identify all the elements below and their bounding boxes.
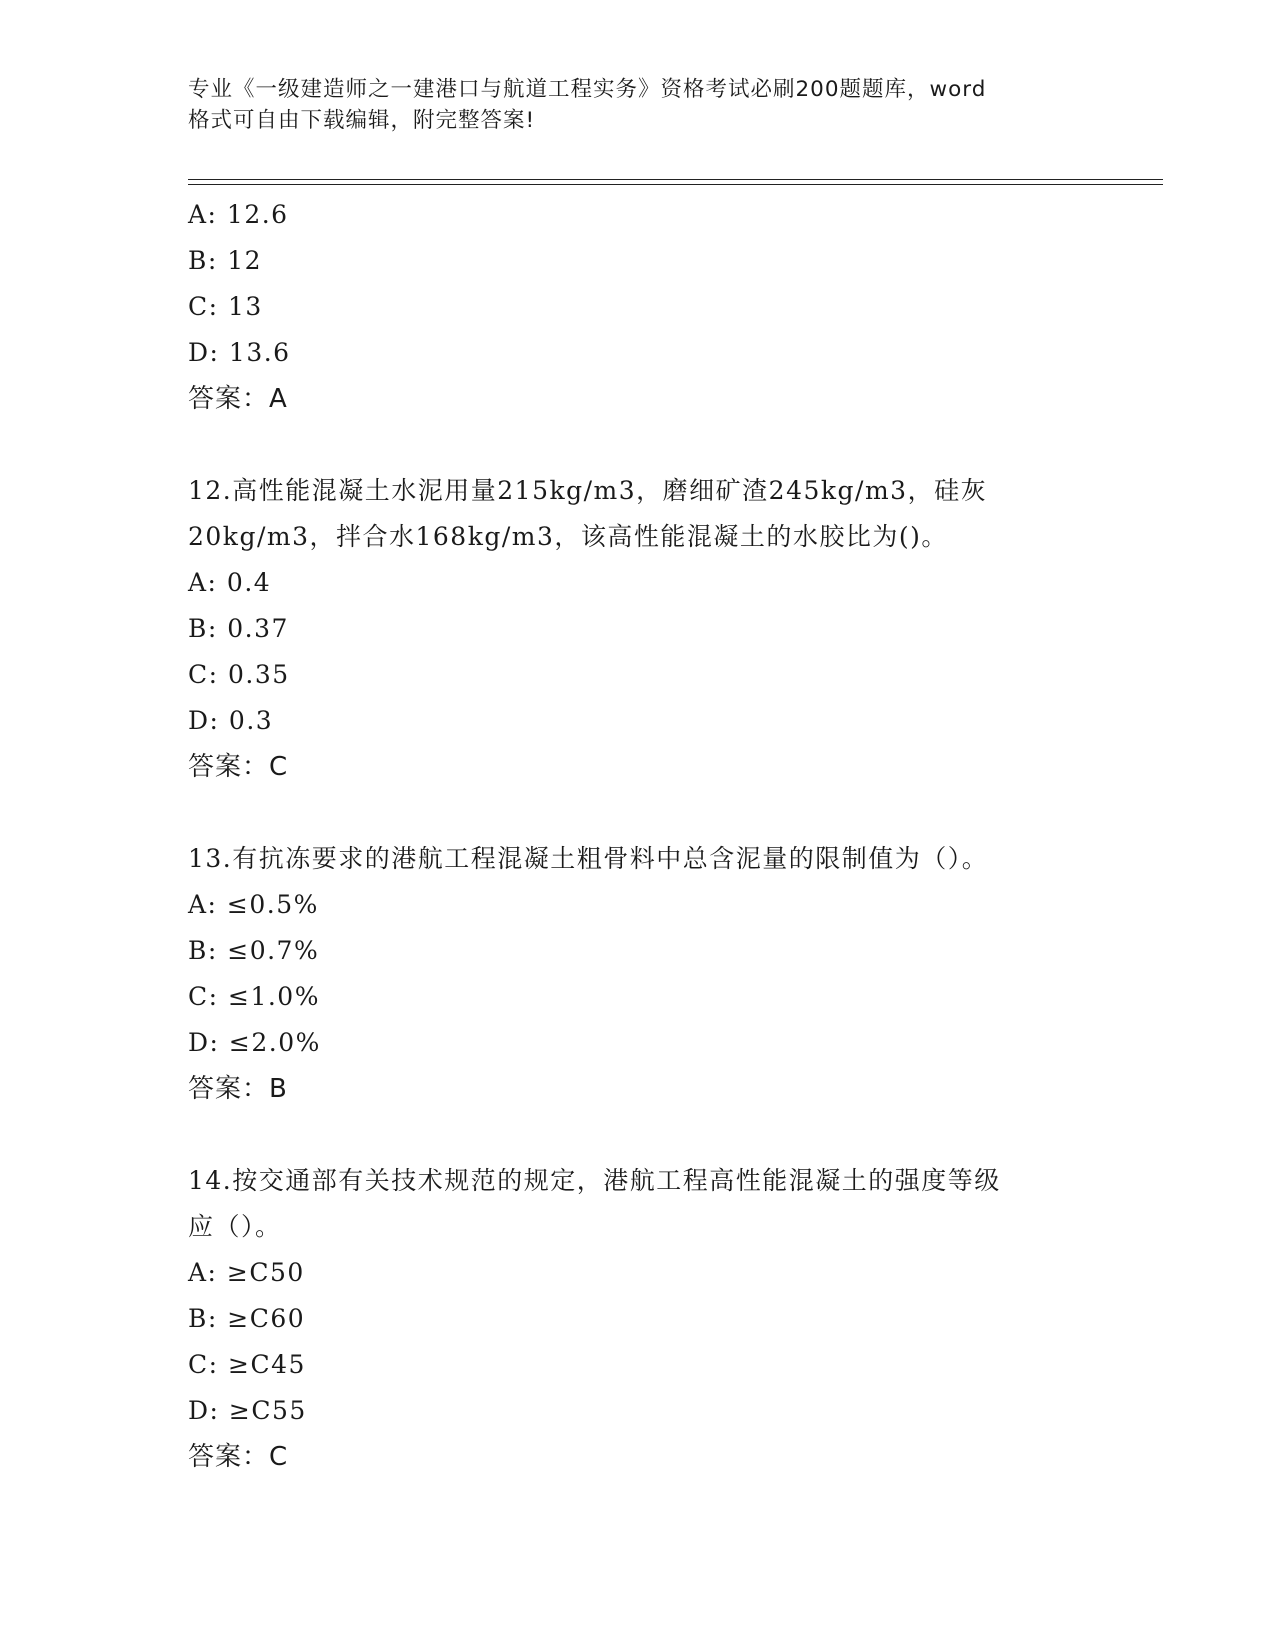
question-stem: 12.高性能混凝土水泥用量215kg/m3，磨细矿渣245kg/m3，硅灰: [188, 476, 988, 505]
question-list: [188, 192, 1168, 1480]
answer: 答案：C: [188, 1442, 289, 1472]
document-header: [188, 74, 1088, 136]
question-13: [188, 836, 1168, 1112]
option-a: A: 12.6: [188, 200, 289, 229]
option-d: D: ≥C55: [188, 1396, 307, 1425]
option-a: A: ≤0.5%: [188, 890, 319, 919]
option-b: B: 0.37: [188, 614, 289, 643]
question-stem: 13.有抗冻要求的港航工程混凝土粗骨料中总含泥量的限制值为（）。: [188, 844, 989, 873]
option-b: B: ≤0.7%: [188, 936, 320, 965]
option-d: D: 0.3: [188, 706, 274, 735]
spacer: [188, 422, 1168, 468]
option-b: B: ≥C60: [188, 1304, 306, 1333]
answer: 答案：B: [188, 1074, 288, 1104]
option-c: C: 13: [188, 292, 263, 321]
header-title-line-1: 专业《一级建造师之一建港口与航道工程实务》资格考试必刷200题题库，word: [188, 77, 987, 102]
spacer: [188, 790, 1168, 836]
option-c: C: ≤1.0%: [188, 982, 320, 1011]
header-title-line-2: 格式可自由下载编辑，附完整答案!: [188, 108, 536, 133]
option-d: D: ≤2.0%: [188, 1028, 321, 1057]
option-a: A: 0.4: [188, 568, 272, 597]
option-b: B: 12: [188, 246, 263, 275]
question-stem-continued: 应（）。: [188, 1212, 282, 1241]
option-c: C: ≥C45: [188, 1350, 306, 1379]
answer: 答案：A: [188, 384, 288, 414]
question-stem: 14.按交通部有关技术规范的规定，港航工程高性能混凝土的强度等级: [188, 1166, 1001, 1195]
option-c: C: 0.35: [188, 660, 290, 689]
header-divider-bottom: [188, 184, 1163, 185]
question-14: [188, 1158, 1168, 1480]
question-11: [188, 192, 1168, 422]
answer: 答案：C: [188, 752, 289, 782]
spacer: [188, 1112, 1168, 1158]
header-divider-top: [188, 179, 1163, 180]
question-12: [188, 468, 1168, 790]
option-a: A: ≥C50: [188, 1258, 305, 1287]
option-d: D: 13.6: [188, 338, 291, 367]
question-stem-continued: 20kg/m3，拌合水168kg/m3，该高性能混凝土的水胶比为()。: [188, 522, 948, 551]
